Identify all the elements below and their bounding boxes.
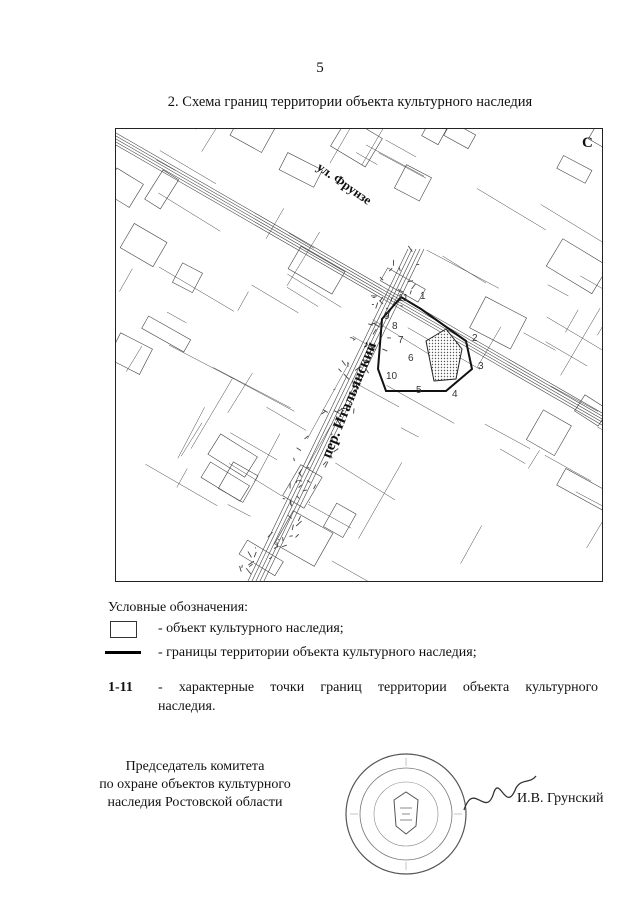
signer-position xyxy=(80,758,310,812)
boundary-point-label: 5 xyxy=(416,385,422,396)
heritage-object-shape xyxy=(426,329,462,381)
cadastral-map xyxy=(115,128,603,582)
street-label-italyansky: пер. Итальянский xyxy=(318,339,381,461)
boundary-point-label: 9 xyxy=(384,311,390,322)
boundary-point-label: 6 xyxy=(408,353,414,364)
page-number: 5 xyxy=(316,60,324,76)
legend-heading: Условные обозначения: xyxy=(108,600,249,615)
legend-item-heritage-object: - объект культурного наследия; xyxy=(158,621,344,636)
signer-position-line: по охране объектов культурного xyxy=(99,777,291,792)
signer-position-line: Председатель комитета xyxy=(125,759,265,774)
boundary-point-label: 8 xyxy=(392,321,398,332)
signer-position-line: наследия Ростовской области xyxy=(107,795,283,810)
boundary-point-label: 3 xyxy=(478,361,484,372)
legend-symbol-boundary-line xyxy=(105,651,141,654)
legend-symbol-points: 1-11 xyxy=(108,680,133,695)
north-arrow-label: С xyxy=(582,135,593,151)
signer-name: И.В. Грунский xyxy=(517,791,604,806)
boundary-point-label: 7 xyxy=(398,335,404,346)
legend-item-points-line2: наследия. xyxy=(158,699,216,714)
legend-item-points-line1: - характерные точки границ территории объекта культурного xyxy=(158,680,598,695)
legend-symbol-heritage-object xyxy=(110,621,137,638)
street-label-frunze: ул. Фрунзе xyxy=(314,159,375,208)
legend-item-boundary: - границы территории объекта культурного наследия; xyxy=(158,645,477,660)
official-seal xyxy=(344,752,468,876)
boundary-point-label: 4 xyxy=(452,389,458,400)
boundary-point-label: 10 xyxy=(386,371,398,382)
document-title: 2. Схема границ территории объекта культурного наследия xyxy=(167,94,533,110)
boundary-point-label: 2 xyxy=(472,333,478,344)
boundary-point-label: 1 xyxy=(420,291,426,302)
boundary-point-label: 11 xyxy=(398,293,409,304)
